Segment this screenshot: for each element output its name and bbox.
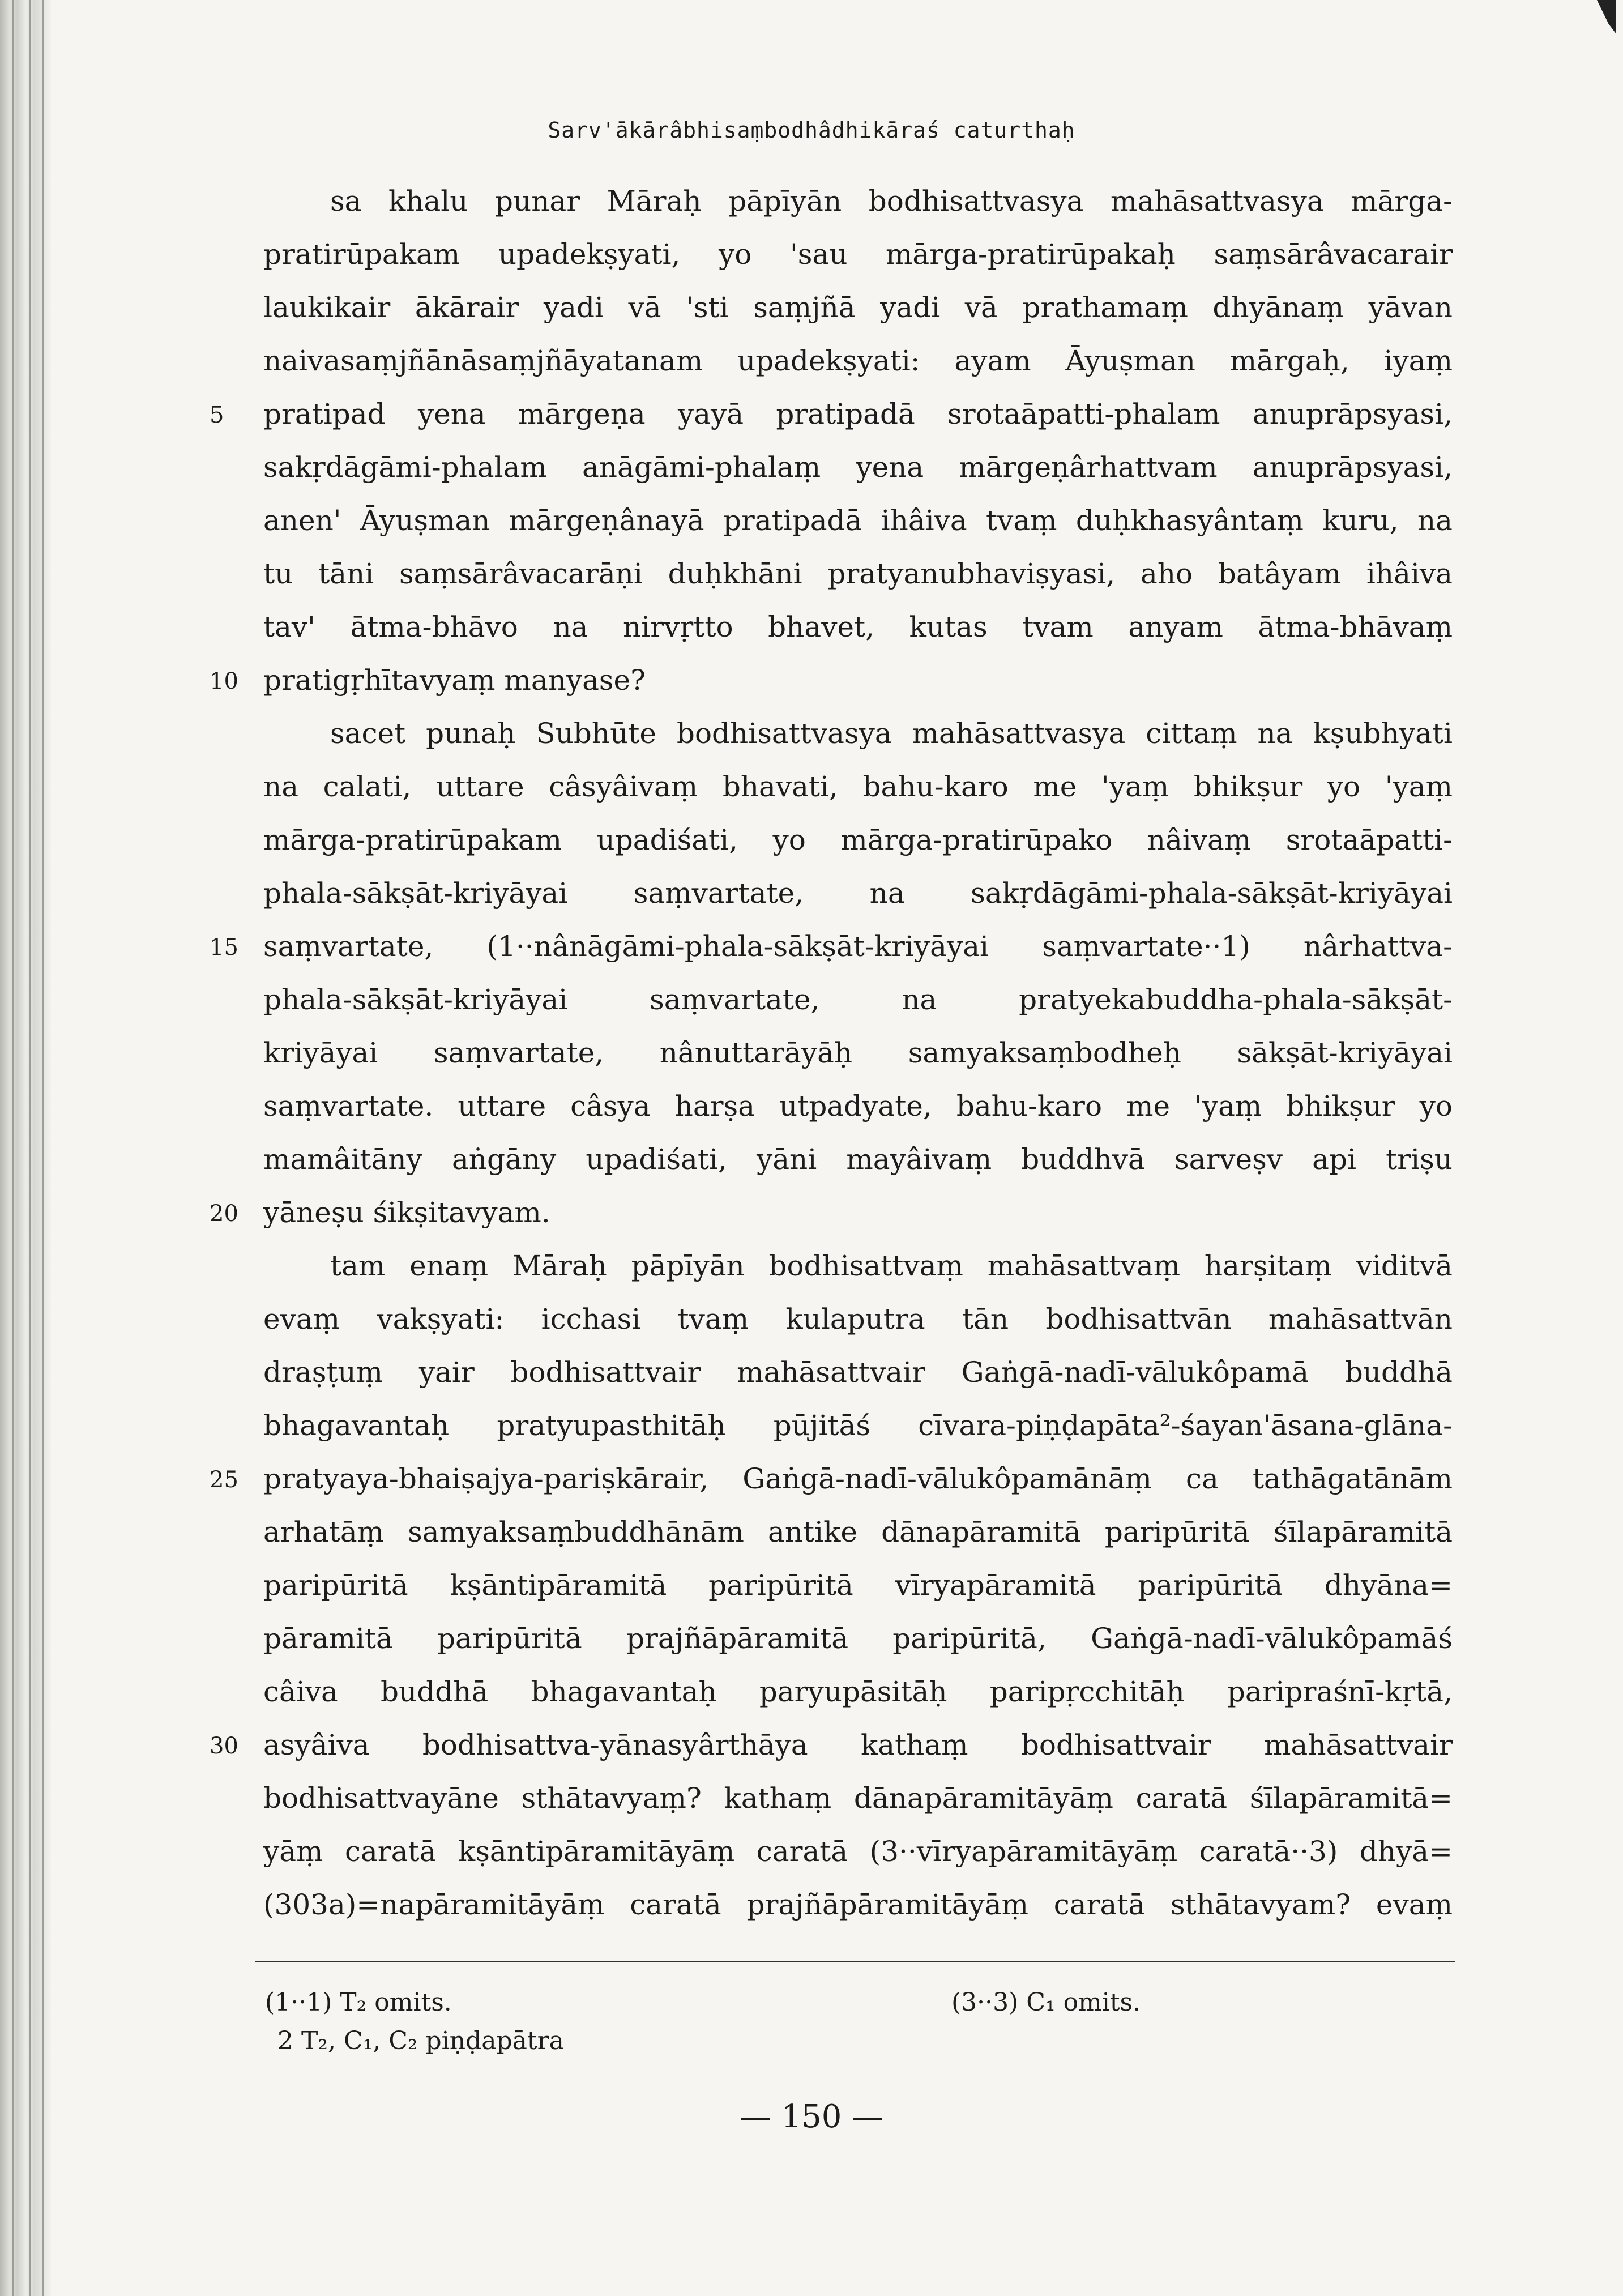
line-number: 25 <box>210 1467 238 1493</box>
text-line: sacet punaḥ Subhūte bodhisattvasya mahāsattvasya cittaṃ na kṣubhyati <box>330 717 1453 750</box>
text-line: pratipad yena mārgeṇa yayā pratipadā srotaāpatti-phalam anuprāpsyasi, <box>263 398 1453 430</box>
line-number: 10 <box>210 668 238 694</box>
text-line: pratigṛhītavyaṃ manyase? <box>263 664 646 697</box>
text-line: pratyaya-bhaiṣajya-pariṣkārair, Gaṅgā-nadī-vālukôpamānāṃ ca tathāgatānām <box>263 1462 1453 1495</box>
corner-mark <box>1597 0 1616 34</box>
footnote: 2 T₂, C₁, C₂ piṇḍapātra <box>277 2026 564 2055</box>
text-line: naivasaṃjñānāsaṃjñāyatanam upadekṣyati: ayam Āyuṣman mārgaḥ, iyaṃ <box>263 344 1453 377</box>
text-line: na calati, uttare câsyâivaṃ bhavati, bahu-karo me 'yaṃ bhikṣur yo 'yaṃ <box>263 770 1453 803</box>
text-line: saṃvartate. uttare câsya harṣa utpadyate, bahu-karo me 'yaṃ bhikṣur yo <box>263 1090 1453 1123</box>
text-line: mārga-pratirūpakam upadiśati, yo mārga-pratirūpako nâivaṃ srotaāpatti- <box>263 823 1453 856</box>
main-text <box>263 174 1453 1931</box>
text-line: asyâiva bodhisattva-yānasyârthāya kathaṃ bodhisattvair mahāsattvair <box>263 1729 1453 1761</box>
text-line: paripūritā kṣāntipāramitā paripūritā vīryapāramitā paripūritā dhyāna= <box>263 1569 1453 1602</box>
footnote: (3··3) C₁ omits. <box>951 1988 1141 2017</box>
text-line: pratirūpakam upadekṣyati, yo 'sau mārga-pratirūpakaḥ saṃsārâvacarair <box>263 238 1453 271</box>
text-line: bhagavantaḥ pratyupasthitāḥ pūjitāś cīvara-piṇḍapāta²-śayan'āsana-glāna- <box>263 1409 1453 1442</box>
footnote: (1··1) T₂ omits. <box>265 1988 452 2017</box>
text-line: phala-sākṣāt-kriyāyai saṃvartate, na pratyekabuddha-phala-sākṣāt- <box>263 983 1453 1016</box>
text-line: tam enaṃ Māraḥ pāpīyān bodhisattvaṃ mahāsattvaṃ harṣitaṃ viditvā <box>330 1249 1453 1282</box>
text-line: mamâitāny aṅgāny upadiśati, yāni mayâivaṃ buddhvā sarveṣv api triṣu <box>263 1143 1453 1176</box>
text-line: phala-sākṣāt-kriyāyai saṃvartate, na sakṛdāgāmi-phala-sākṣāt-kriyāyai <box>263 877 1453 910</box>
text-line: bodhisattvayāne sthātavyaṃ? kathaṃ dānapāramitāyāṃ caratā śīlapāramitā= <box>263 1782 1453 1815</box>
text-line: arhatāṃ samyaksaṃbuddhānām antike dānapāramitā paripūritā śīlapāramitā <box>263 1516 1453 1548</box>
gutter-line <box>12 0 14 2296</box>
text-line: câiva buddhā bhagavantaḥ paryupāsitāḥ paripṛcchitāḥ paripraśnī-kṛtā, <box>263 1675 1453 1708</box>
text-line: tav' ātma-bhāvo na nirvṛtto bhavet, kutas tvam anyam ātma-bhāvaṃ <box>263 611 1453 643</box>
text-line: tu tāni saṃsārâvacarāṇi duḥkhāni pratyanubhaviṣyasi, aho batâyam ihâiva <box>263 557 1453 590</box>
text-line: sakṛdāgāmi-phalam anāgāmi-phalaṃ yena mārgeṇârhattvam anuprāpsyasi, <box>263 451 1453 484</box>
text-line: laukikair ākārair yadi vā 'sti saṃjñā yadi vā prathamaṃ dhyānaṃ yāvan <box>263 291 1453 324</box>
line-number: 20 <box>210 1201 238 1227</box>
text-line: pāramitā paripūritā prajñāpāramitā paripūritā, Gaṅgā-nadī-vālukôpamāś <box>263 1622 1453 1655</box>
gutter-line <box>42 0 44 2296</box>
page-number: — 150 — <box>739 2098 884 2135</box>
text-line: kriyāyai saṃvartate, nânuttarāyāḥ samyaksaṃbodheḥ sākṣāt-kriyāyai <box>263 1036 1453 1069</box>
footnote-rule <box>255 1961 1455 1962</box>
text-line: evaṃ vakṣyati: icchasi tvaṃ kulaputra tān bodhisattvān mahāsattvān <box>263 1303 1453 1335</box>
gutter-line <box>29 0 31 2296</box>
line-number: 5 <box>210 402 224 428</box>
text-line: sa khalu punar Māraḥ pāpīyān bodhisattvasya mahāsattvasya mārga- <box>330 185 1453 217</box>
text-line: yāneṣu śikṣitavyam. <box>263 1196 550 1229</box>
line-number: 30 <box>210 1733 238 1759</box>
text-line: anen' Āyuṣman mārgeṇânayā pratipadā ihâiva tvaṃ duḥkhasyântaṃ kuru, na <box>263 504 1453 537</box>
text-line: draṣṭuṃ yair bodhisattvair mahāsattvair Gaṅgā-nadī-vālukôpamā buddhā <box>263 1356 1453 1389</box>
text-line: yāṃ caratā kṣāntipāramitāyāṃ caratā (3··vīryapāramitāyāṃ caratā··3) dhyā= <box>263 1835 1453 1868</box>
text-line: (303a)=napāramitāyāṃ caratā prajñāpāramitāyāṃ caratā sthātavyam? evaṃ <box>263 1888 1453 1921</box>
text-line: saṃvartate, (1··nânāgāmi-phala-sākṣāt-kriyāyai saṃvartate··1) nârhattva- <box>263 930 1453 963</box>
running-head: Sarv'ākārâbhisaṃbodhâdhikāraś caturthaḥ <box>548 118 1075 143</box>
line-number: 15 <box>210 934 238 961</box>
